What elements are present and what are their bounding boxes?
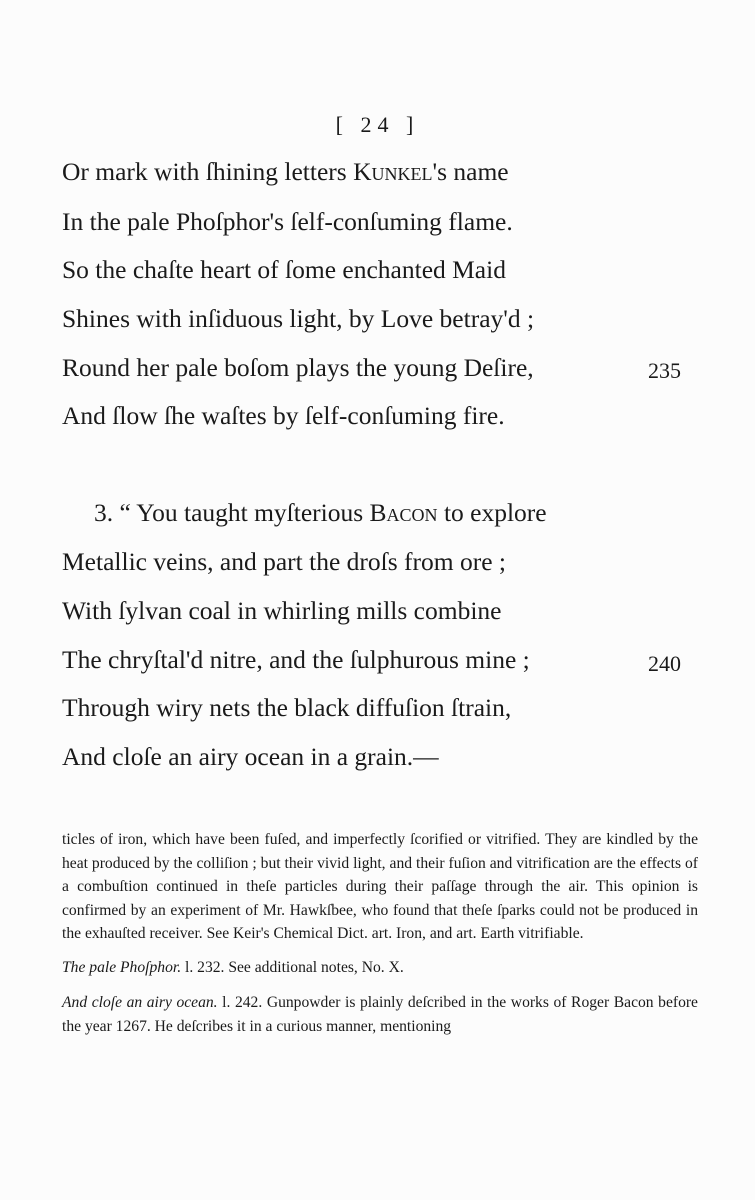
page-number: [ 24 ] [335,112,420,137]
footnote-paragraph: The pale Phoſphor. l. 232. See additional notes, No. X. [62,958,404,976]
verse-line: So the chaſte heart of ſome enchanted Maid [62,255,506,284]
verse-line: And ſlow ſhe waſtes by ſelf-conſuming fire. [62,401,505,430]
verse-line: And cloſe an airy ocean in a grain.— [62,742,439,771]
verse-line: Metallic veins, and part the droſs from ore ; [62,547,506,576]
footnotes [62,828,698,1038]
verse-line: Round her pale boſom plays the young Deſire, [62,353,534,382]
verse-line: 3. “ You taught myſterious Bacon to explore [94,498,547,527]
footnote-reference: And cloſe an airy ocean. [62,994,218,1011]
verse-line: In the pale Phoſphor's ſelf-conſuming flame. [62,207,513,236]
footnote-paragraph: And cloſe an airy ocean. l. 242. Gunpowder is plainly deſcribed in the works of Roger Bacon before the year 1267. He deſcribes it in a curious manner, mentioning [62,994,698,1035]
name-bacon: Bacon [369,498,438,527]
verse-line: With ſylvan coal in whirling mills combine [62,596,502,625]
footnote-reference: The pale Phoſphor. [62,958,182,976]
line-number: 235 [648,358,681,383]
name-kunkel: Kunkel [353,157,433,186]
line-number: 240 [648,651,681,676]
footnote-paragraph: ticles of iron, which have been fuſed, and imperfectly ſcorified or vitrified. They are kindled by the heat produced by the colliſion ; but their vivid light, and their fuſion and vitrification are the effects of a combuſtion continued in theſe particles during their paſſage through the air. This opinion is confirmed by an experiment of Mr. Hawkſbee, who found that theſe ſparks could not be produced in the exhauſted receiver. See Keir's Chemical Dict. art. Iron, and art. Earth vitrifiable. [62,831,698,942]
verse-line: The chryſtal'd nitre, and the ſulphurous mine ; [62,645,530,674]
verse-line: Through wiry nets the black diffuſion ſtrain, [62,693,512,722]
verse-line: Shines with inſiduous light, by Love betray'd ; [62,304,535,333]
verse-line: Or mark with ſhining letters Kunkel's name [62,157,509,186]
